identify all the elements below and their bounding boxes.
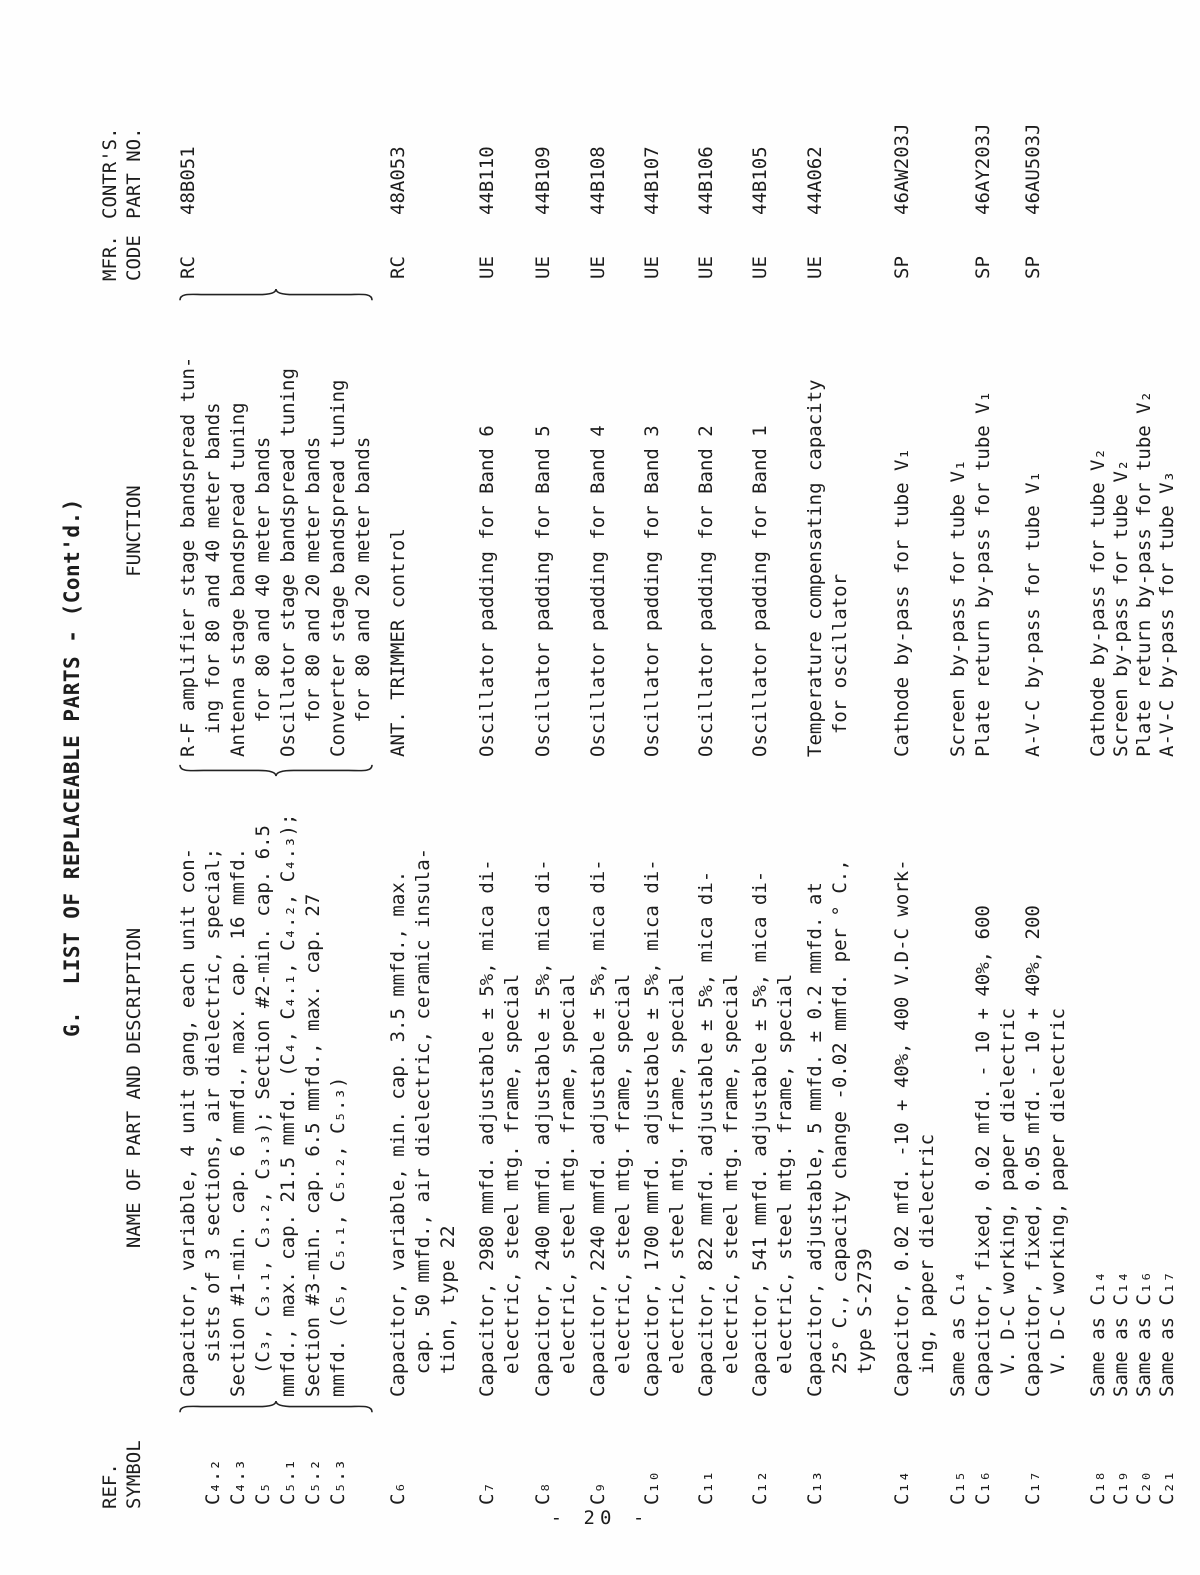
ref-symbol: [475, 1417, 525, 1519]
part-function: [386, 305, 461, 757]
part-function-line: for 80 and 20 meter bands: [352, 436, 374, 757]
ref-symbol: [971, 1417, 1021, 1519]
mfr-code: UE: [587, 256, 609, 279]
brace-spacer: [971, 1397, 1021, 1417]
ref-symbol-line: C₅.₁: [277, 1459, 299, 1505]
table-row: [1021, 59, 1071, 1519]
contractor-part-number: 44B106: [695, 146, 717, 215]
brace-spacer: [531, 1397, 581, 1417]
brace-spacer: [586, 1397, 636, 1417]
part-function: [1156, 305, 1179, 757]
brace-spacer: [971, 285, 1021, 305]
part-function-line: Oscillator stage bandspread tuning: [277, 368, 299, 757]
brace-spacer: [1021, 285, 1071, 305]
ref-symbol-line: C₅.₃: [327, 1459, 349, 1505]
ref-symbol: [1156, 1417, 1179, 1519]
brace-spacer: [694, 285, 744, 305]
part-function: [1133, 305, 1156, 757]
mfr-code: RC: [387, 256, 409, 279]
ref-symbol-line: C₁₈: [1087, 1470, 1109, 1505]
ref-symbol-line: C₁₅: [947, 1470, 969, 1505]
brace-spacer: [946, 757, 971, 779]
mfr-code: UE: [641, 256, 663, 279]
part-description: [475, 779, 525, 1397]
ref-symbol: [890, 1417, 940, 1519]
part-description-line: Capacitor, variable, 4 unit gang, each unit con-: [177, 847, 199, 1397]
ref-symbol: [586, 1417, 636, 1519]
part-function: [1087, 305, 1110, 757]
table-row: [640, 59, 690, 1519]
header-mfr-code: MFR. CODE: [99, 235, 145, 281]
table-row: [748, 59, 798, 1519]
part-function: [531, 305, 581, 757]
part-description: [971, 779, 1021, 1397]
group-brace: [176, 285, 376, 305]
ref-symbol: [946, 1417, 971, 1519]
part-description: [1110, 779, 1133, 1397]
part-description-line: (C₃, C₃.₁, C₃.₂, C₃.₃); Section #2-min. cap. 6.5: [252, 825, 274, 1397]
ref-symbol: [176, 1417, 376, 1519]
table-row: [1110, 59, 1133, 1519]
part-description-line: 25° C., capacity change -0.02 mmfd. per ° C.,: [829, 859, 851, 1397]
brace-spacer: [640, 285, 690, 305]
part-description: [1021, 779, 1071, 1397]
part-description-line: Same as C₁₄: [947, 1271, 969, 1397]
contractor-part-number: [1110, 84, 1133, 219]
contractor-part-number: [1087, 84, 1110, 219]
contractor-part-number: [946, 84, 971, 219]
ref-symbol-line: C₉: [587, 1482, 609, 1505]
mfr-code: [946, 219, 971, 285]
part-description-line: Capacitor, 2980 mmfd. adjustable ± 5%, mica di-: [476, 859, 498, 1397]
part-function: [1110, 305, 1133, 757]
part-description-line: electric, steel mtg. frame, special: [774, 973, 796, 1397]
brace-spacer: [531, 285, 581, 305]
parts-table: [98, 59, 1179, 1519]
part-function-line: Oscillator padding for Band 1: [749, 425, 771, 757]
contractor-part-number: 48B051: [177, 146, 199, 215]
ref-symbol-line: C₄.₃: [227, 1459, 249, 1505]
table-row: [1087, 59, 1110, 1519]
ref-symbol-line: C₂₁: [1156, 1470, 1178, 1505]
part-description-line: Capacitor, 2240 mmfd. adjustable ± 5%, mica di-: [587, 859, 609, 1397]
page-title: G. LIST OF REPLACEABLE PARTS - (Cont'd.): [60, 498, 84, 1037]
part-function-line: ANT. TRIMMER control: [387, 528, 409, 757]
part-description: [748, 779, 798, 1397]
mfr-code: SP: [891, 256, 913, 279]
part-description-line: electric, steel mtg. frame, special: [720, 973, 742, 1397]
part-description: [1087, 779, 1110, 1397]
mfr-code: UE: [695, 256, 717, 279]
part-description-line: cap. 50 mmfd., air dielectric, ceramic insula-: [412, 847, 434, 1397]
part-function-line: Screen by-pass for tube V₂: [1110, 459, 1132, 757]
table-row: [946, 59, 971, 1519]
part-function-line: Oscillator padding for Band 5: [532, 425, 554, 757]
brace-spacer: [1087, 285, 1110, 305]
ref-symbol-line: C₁₇: [1022, 1470, 1044, 1505]
part-function-line: for 80 and 40 meter bands: [252, 436, 274, 757]
part-function-line: Cathode by-pass for tube V₁: [891, 448, 913, 757]
part-description-line: Capacitor, fixed, 0.02 mfd. - 10 + 40%, 600: [972, 905, 994, 1397]
ref-symbol-line: C₅.₂: [302, 1459, 324, 1505]
part-description-line: Capacitor, adjustable, 5 mmfd. ± 0.2 mmfd. at: [804, 882, 826, 1397]
part-description-line: Capacitor, 541 mmfd. adjustable ± 5%, mica di-: [749, 870, 771, 1397]
ref-symbol: [640, 1417, 690, 1519]
table-row: [586, 59, 636, 1519]
brace-spacer: [946, 1397, 971, 1417]
brace-spacer: [531, 757, 581, 779]
ref-symbol: [748, 1417, 798, 1519]
brace-spacer: [1021, 757, 1071, 779]
contractor-part-number: 44B108: [587, 146, 609, 215]
ref-symbol: [1133, 1417, 1156, 1519]
brace-spacer: [386, 757, 461, 779]
part-description-line: mmfd. (C₅, C₅.₁, C₅.₂, C₅.₃): [327, 1076, 349, 1397]
part-description-line: Section #3-min. cap. 6.5 mmfd., max. cap. 27: [302, 893, 324, 1397]
table-row: [176, 59, 376, 1519]
brace-spacer: [1110, 757, 1133, 779]
contractor-part-number: 44B109: [532, 146, 554, 215]
table-header-row: [98, 59, 146, 1519]
part-description-line: Same as C₁₇: [1156, 1271, 1178, 1397]
group-brace-icon: [178, 762, 374, 777]
mfr-code: UE: [804, 256, 826, 279]
mfr-code: SP: [972, 256, 994, 279]
table-row: [386, 59, 461, 1519]
part-description-line: sists of 3 sections, air dielectric, special;: [202, 847, 224, 1397]
contractor-part-number: 44B105: [749, 146, 771, 215]
part-description-line: type S-2739: [854, 1248, 876, 1397]
brace-spacer: [640, 1397, 690, 1417]
mfr-code: UE: [749, 256, 771, 279]
contractor-part-number: 46AW203J: [891, 123, 913, 215]
brace-spacer: [1087, 757, 1110, 779]
brace-spacer: [1156, 1397, 1179, 1417]
ref-symbol: [386, 1417, 461, 1519]
ref-symbol: [694, 1417, 744, 1519]
part-function: [475, 305, 525, 757]
part-description-line: Capacitor, 822 mmfd. adjustable ± 5%, mica di-: [695, 870, 717, 1397]
table-row: [803, 59, 878, 1519]
ref-symbol-line: C₅: [252, 1482, 274, 1505]
brace-spacer: [748, 1397, 798, 1417]
part-description-line: electric, steel mtg. frame, special: [666, 973, 688, 1397]
part-description-line: ing, paper dielectric: [916, 1133, 938, 1397]
group-brace: [176, 757, 376, 779]
group-brace: [176, 1397, 376, 1417]
part-function-line: Oscillator padding for Band 4: [587, 425, 609, 757]
mfr-code: SP: [1022, 256, 1044, 279]
ref-symbol-line: C₁₆: [972, 1470, 994, 1505]
contractor-part-number: 44A062: [804, 146, 826, 215]
part-function: [748, 305, 798, 757]
part-description: [1156, 779, 1179, 1397]
part-function-line: ing for 80 and 40 meter bands: [202, 402, 224, 757]
part-function-line: Converter stage bandspread tuning: [327, 379, 349, 757]
part-function: [1021, 305, 1071, 757]
mfr-code: [1133, 219, 1156, 285]
brace-spacer: [1087, 1397, 1110, 1417]
part-description: [586, 779, 636, 1397]
part-function-line: R-F amplifier stage bandspread tun-: [177, 356, 199, 757]
table-row: [694, 59, 744, 1519]
table-row: [971, 59, 1021, 1519]
brace-spacer: [748, 285, 798, 305]
part-description: [1133, 779, 1156, 1397]
part-function-line: Plate return by-pass for tube V₁: [972, 390, 994, 757]
part-function: [803, 305, 878, 757]
part-function-line: Oscillator padding for Band 6: [476, 425, 498, 757]
part-description-line: mmfd., max. cap. 21.5 mmfd. (C₄, C₄.₁, C₄.₂, C₄.₃);: [277, 813, 299, 1397]
part-function: [971, 305, 1021, 757]
contractor-part-number: 48A053: [387, 146, 409, 215]
part-description-line: Same as C₁₆: [1133, 1271, 1155, 1397]
ref-symbol-line: C₁₀: [641, 1470, 663, 1505]
mfr-code: [1087, 219, 1110, 285]
contractor-part-number: 46AY203J: [972, 123, 994, 215]
table-row: [475, 59, 525, 1519]
brace-spacer: [890, 285, 940, 305]
contractor-part-number: 44B110: [476, 146, 498, 215]
brace-spacer: [1156, 285, 1179, 305]
brace-spacer: [1133, 1397, 1156, 1417]
mfr-code: UE: [532, 256, 554, 279]
table-row: [1133, 59, 1156, 1519]
part-description-line: Capacitor, 1700 mmfd. adjustable ± 5%, mica di-: [641, 859, 663, 1397]
mfr-code: RC: [177, 256, 199, 279]
part-function-line: Oscillator padding for Band 3: [641, 425, 663, 757]
brace-spacer: [1110, 285, 1133, 305]
part-description: [946, 779, 971, 1397]
mfr-code: [1110, 219, 1133, 285]
ref-symbol-line: C₈: [532, 1482, 554, 1505]
part-function: [946, 305, 971, 757]
ref-symbol-line: C₁₃: [804, 1470, 826, 1505]
mfr-code: UE: [476, 256, 498, 279]
part-function-line: Cathode by-pass for tube V₂: [1087, 448, 1109, 757]
brace-spacer: [1110, 1397, 1133, 1417]
header-contractor-part-no: CONTR'S. PART NO.: [99, 127, 145, 219]
part-description: [640, 779, 690, 1397]
part-description-line: tion, type 22: [437, 1225, 459, 1397]
brace-spacer: [386, 1397, 461, 1417]
part-description-line: Capacitor, fixed, 0.05 mfd. - 10 + 40%, 200: [1022, 905, 1044, 1397]
header-name-description: NAME OF PART AND DESCRIPTION: [123, 927, 145, 1249]
part-function-line: for oscillator: [829, 573, 851, 757]
ref-symbol: [1021, 1417, 1071, 1519]
group-brace-icon: [178, 1400, 374, 1415]
part-description-line: electric, steel mtg. frame, special: [557, 973, 579, 1397]
part-description: [531, 779, 581, 1397]
brace-spacer: [475, 1397, 525, 1417]
part-function: [890, 305, 940, 757]
table-body: [176, 59, 1179, 1519]
part-description-line: Capacitor, variable, min. cap. 3.5 mmfd., max.: [387, 870, 409, 1397]
ref-symbol-line: C₄.₂: [202, 1459, 224, 1505]
ref-symbol-line: C₆: [387, 1482, 409, 1505]
brace-spacer: [386, 285, 461, 305]
header-ref-symbol: REF. SYMBOL: [99, 1440, 145, 1509]
part-function-line: A-V-C by-pass for tube V₁: [1022, 471, 1044, 757]
table-row: [1156, 59, 1179, 1519]
part-function-line: Screen by-pass for tube V₁: [947, 459, 969, 757]
part-description: [890, 779, 940, 1397]
part-description-line: V. D-C working, paper dielectric: [997, 1008, 1019, 1397]
part-function: [640, 305, 690, 757]
ref-symbol-line: C₁₄: [891, 1470, 913, 1505]
part-description-line: Same as C₁₄: [1110, 1271, 1132, 1397]
group-brace-icon: [178, 288, 374, 303]
part-description: [694, 779, 744, 1397]
part-description-line: Capacitor, 2400 mmfd. adjustable ± 5%, mica di-: [532, 859, 554, 1397]
part-description-line: electric, steel mtg. frame, special: [501, 973, 523, 1397]
ref-symbol: [531, 1417, 581, 1519]
part-description: [386, 779, 461, 1397]
brace-spacer: [890, 1397, 940, 1417]
part-function: [176, 305, 376, 757]
part-function-line: Temperature compensating capacity: [804, 379, 826, 757]
ref-symbol: [1110, 1417, 1133, 1519]
mfr-code: [1156, 219, 1179, 285]
brace-spacer: [803, 1397, 878, 1417]
brace-spacer: [586, 285, 636, 305]
part-function-line: A-V-C by-pass for tube V₃: [1156, 471, 1178, 757]
ref-symbol: [1087, 1417, 1110, 1519]
part-function-line: Oscillator padding for Band 2: [695, 425, 717, 757]
ref-symbol-line: C₁₂: [749, 1470, 771, 1505]
brace-spacer: [694, 1397, 744, 1417]
brace-spacer: [748, 757, 798, 779]
brace-spacer: [694, 757, 744, 779]
part-function: [694, 305, 744, 757]
brace-spacer: [475, 285, 525, 305]
part-description-line: V. D-C working, paper dielectric: [1047, 1008, 1069, 1397]
brace-spacer: [1021, 1397, 1071, 1417]
part-description-line: Capacitor, 0.02 mfd. -10 + 40%, 400 V.D-C work-: [891, 859, 913, 1397]
part-function-line: Antenna stage bandspread tuning: [227, 402, 249, 757]
ref-symbol-line: C₂₀: [1133, 1470, 1155, 1505]
header-function: FUNCTION: [123, 485, 145, 577]
brace-spacer: [475, 757, 525, 779]
part-function-line: Plate return by-pass for tube V₂: [1133, 390, 1155, 757]
brace-spacer: [1133, 285, 1156, 305]
brace-spacer: [803, 757, 878, 779]
part-description: [176, 779, 376, 1397]
part-description-line: electric, steel mtg. frame, special: [612, 973, 634, 1397]
brace-spacer: [640, 757, 690, 779]
brace-spacer: [586, 757, 636, 779]
table-row: [890, 59, 940, 1519]
part-function-line: for 80 and 20 meter bands: [302, 436, 324, 757]
brace-spacer: [971, 757, 1021, 779]
brace-spacer: [890, 757, 940, 779]
ref-symbol-line: C₇: [476, 1482, 498, 1505]
part-description: [803, 779, 878, 1397]
part-description-line: Section #1-min. cap. 6 mmfd., max. cap. 16 mmfd.: [227, 847, 249, 1397]
brace-spacer: [1156, 757, 1179, 779]
part-function: [586, 305, 636, 757]
ref-symbol-line: C₁₁: [695, 1470, 717, 1505]
part-description-line: Same as C₁₄: [1087, 1271, 1109, 1397]
table-row: [531, 59, 581, 1519]
page-number: - 20 -: [550, 1507, 650, 1529]
brace-spacer: [1133, 757, 1156, 779]
ref-symbol: [803, 1417, 878, 1519]
brace-spacer: [803, 285, 878, 305]
brace-spacer: [946, 285, 971, 305]
contractor-part-number: [1156, 84, 1179, 219]
contractor-part-number: [1133, 84, 1156, 219]
ref-symbol-line: C₁₉: [1110, 1470, 1132, 1505]
contractor-part-number: 46AU503J: [1022, 123, 1044, 215]
contractor-part-number: 44B107: [641, 146, 663, 215]
